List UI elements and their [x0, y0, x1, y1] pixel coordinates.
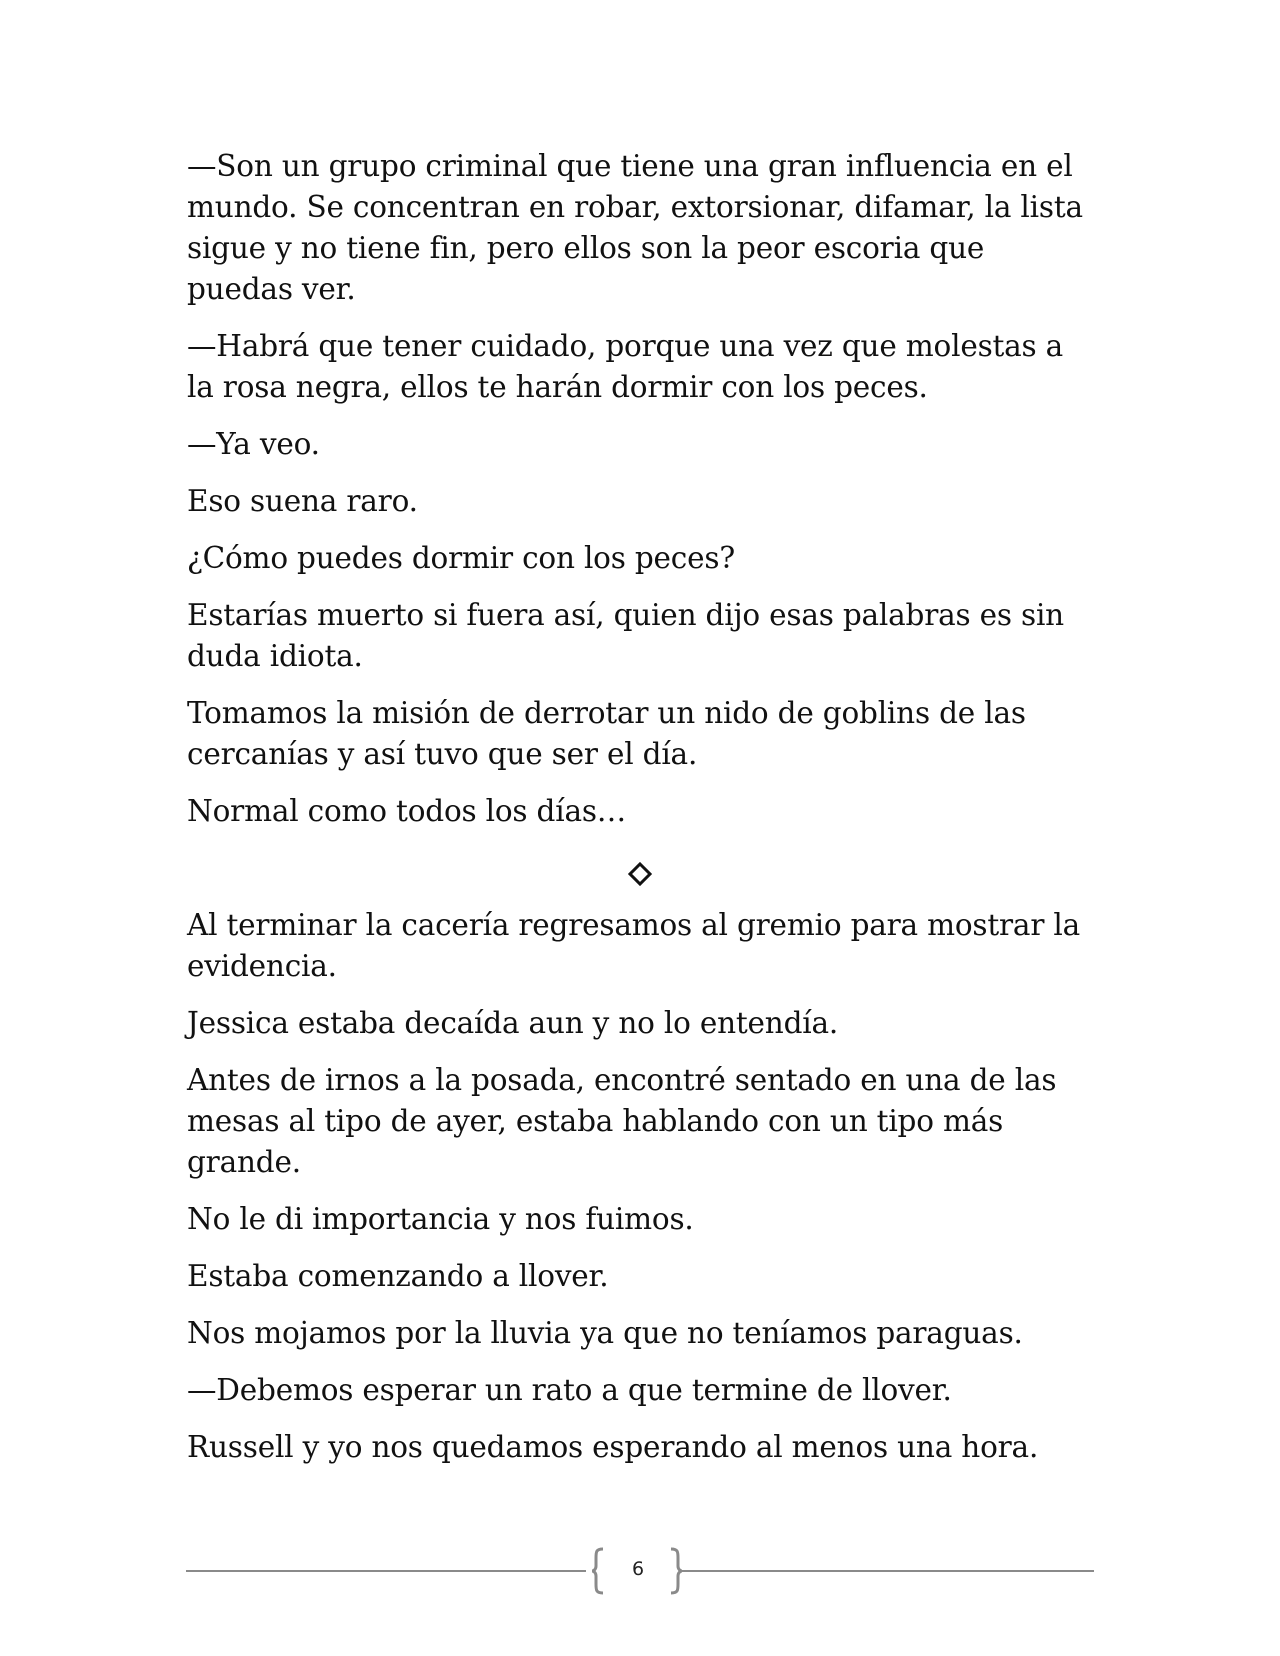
- left-brace-icon: [590, 1546, 606, 1596]
- diamond-outline-icon: [628, 862, 652, 886]
- paragraph: Eso suena raro.: [187, 484, 418, 518]
- paragraph: Estaba comenzando a llover.: [187, 1259, 609, 1293]
- paragraph: Tomamos la misión de derrotar un nido de goblins de las cercanías y así tuvo que ser el día.: [187, 696, 1026, 771]
- paragraph: Jessica estaba decaída aun y no lo entendía.: [187, 1006, 839, 1040]
- paragraph: Al terminar la cacería regresamos al gremio para mostrar la evidencia.: [187, 908, 1081, 983]
- paragraph: Nos mojamos por la lluvia ya que no teníamos paraguas.: [187, 1316, 1023, 1350]
- page-body: [187, 146, 1092, 1484]
- page-footer: [186, 1546, 1094, 1596]
- paragraph: Normal como todos los días…: [187, 794, 627, 828]
- paragraph: —Habrá que tener cuidado, porque una vez que molestas a la rosa negra, ellos te harán dormir con los peces.: [187, 329, 1064, 404]
- paragraph: —Ya veo.: [187, 427, 320, 461]
- page-number: 6: [631, 1558, 645, 1580]
- footer-rule-left: [186, 1570, 586, 1572]
- paragraph: Russell y yo nos quedamos esperando al menos una hora.: [187, 1430, 1039, 1464]
- paragraph: Antes de irnos a la posada, encontré sentado en una de las mesas al tipo de ayer, estaba hablando con un tipo más grande.: [187, 1063, 1057, 1179]
- paragraph: Estarías muerto si fuera así, quien dijo esas palabras es sin duda idiota.: [187, 598, 1064, 673]
- paragraph: —Debemos esperar un rato a que termine de llover.: [187, 1373, 952, 1407]
- paragraph: —Son un grupo criminal que tiene una gran influencia en el mundo. Se concentran en robar, extorsionar, difamar, la lista sigue y no tiene fin, pero ellos son la peor escoria que puedas ver.: [187, 149, 1083, 306]
- paragraph: No le di importancia y nos fuimos.: [187, 1202, 694, 1236]
- footer-rule-right: [680, 1570, 1094, 1572]
- paragraph: ¿Cómo puedes dormir con los peces?: [187, 541, 735, 575]
- scene-separator: [187, 848, 1092, 889]
